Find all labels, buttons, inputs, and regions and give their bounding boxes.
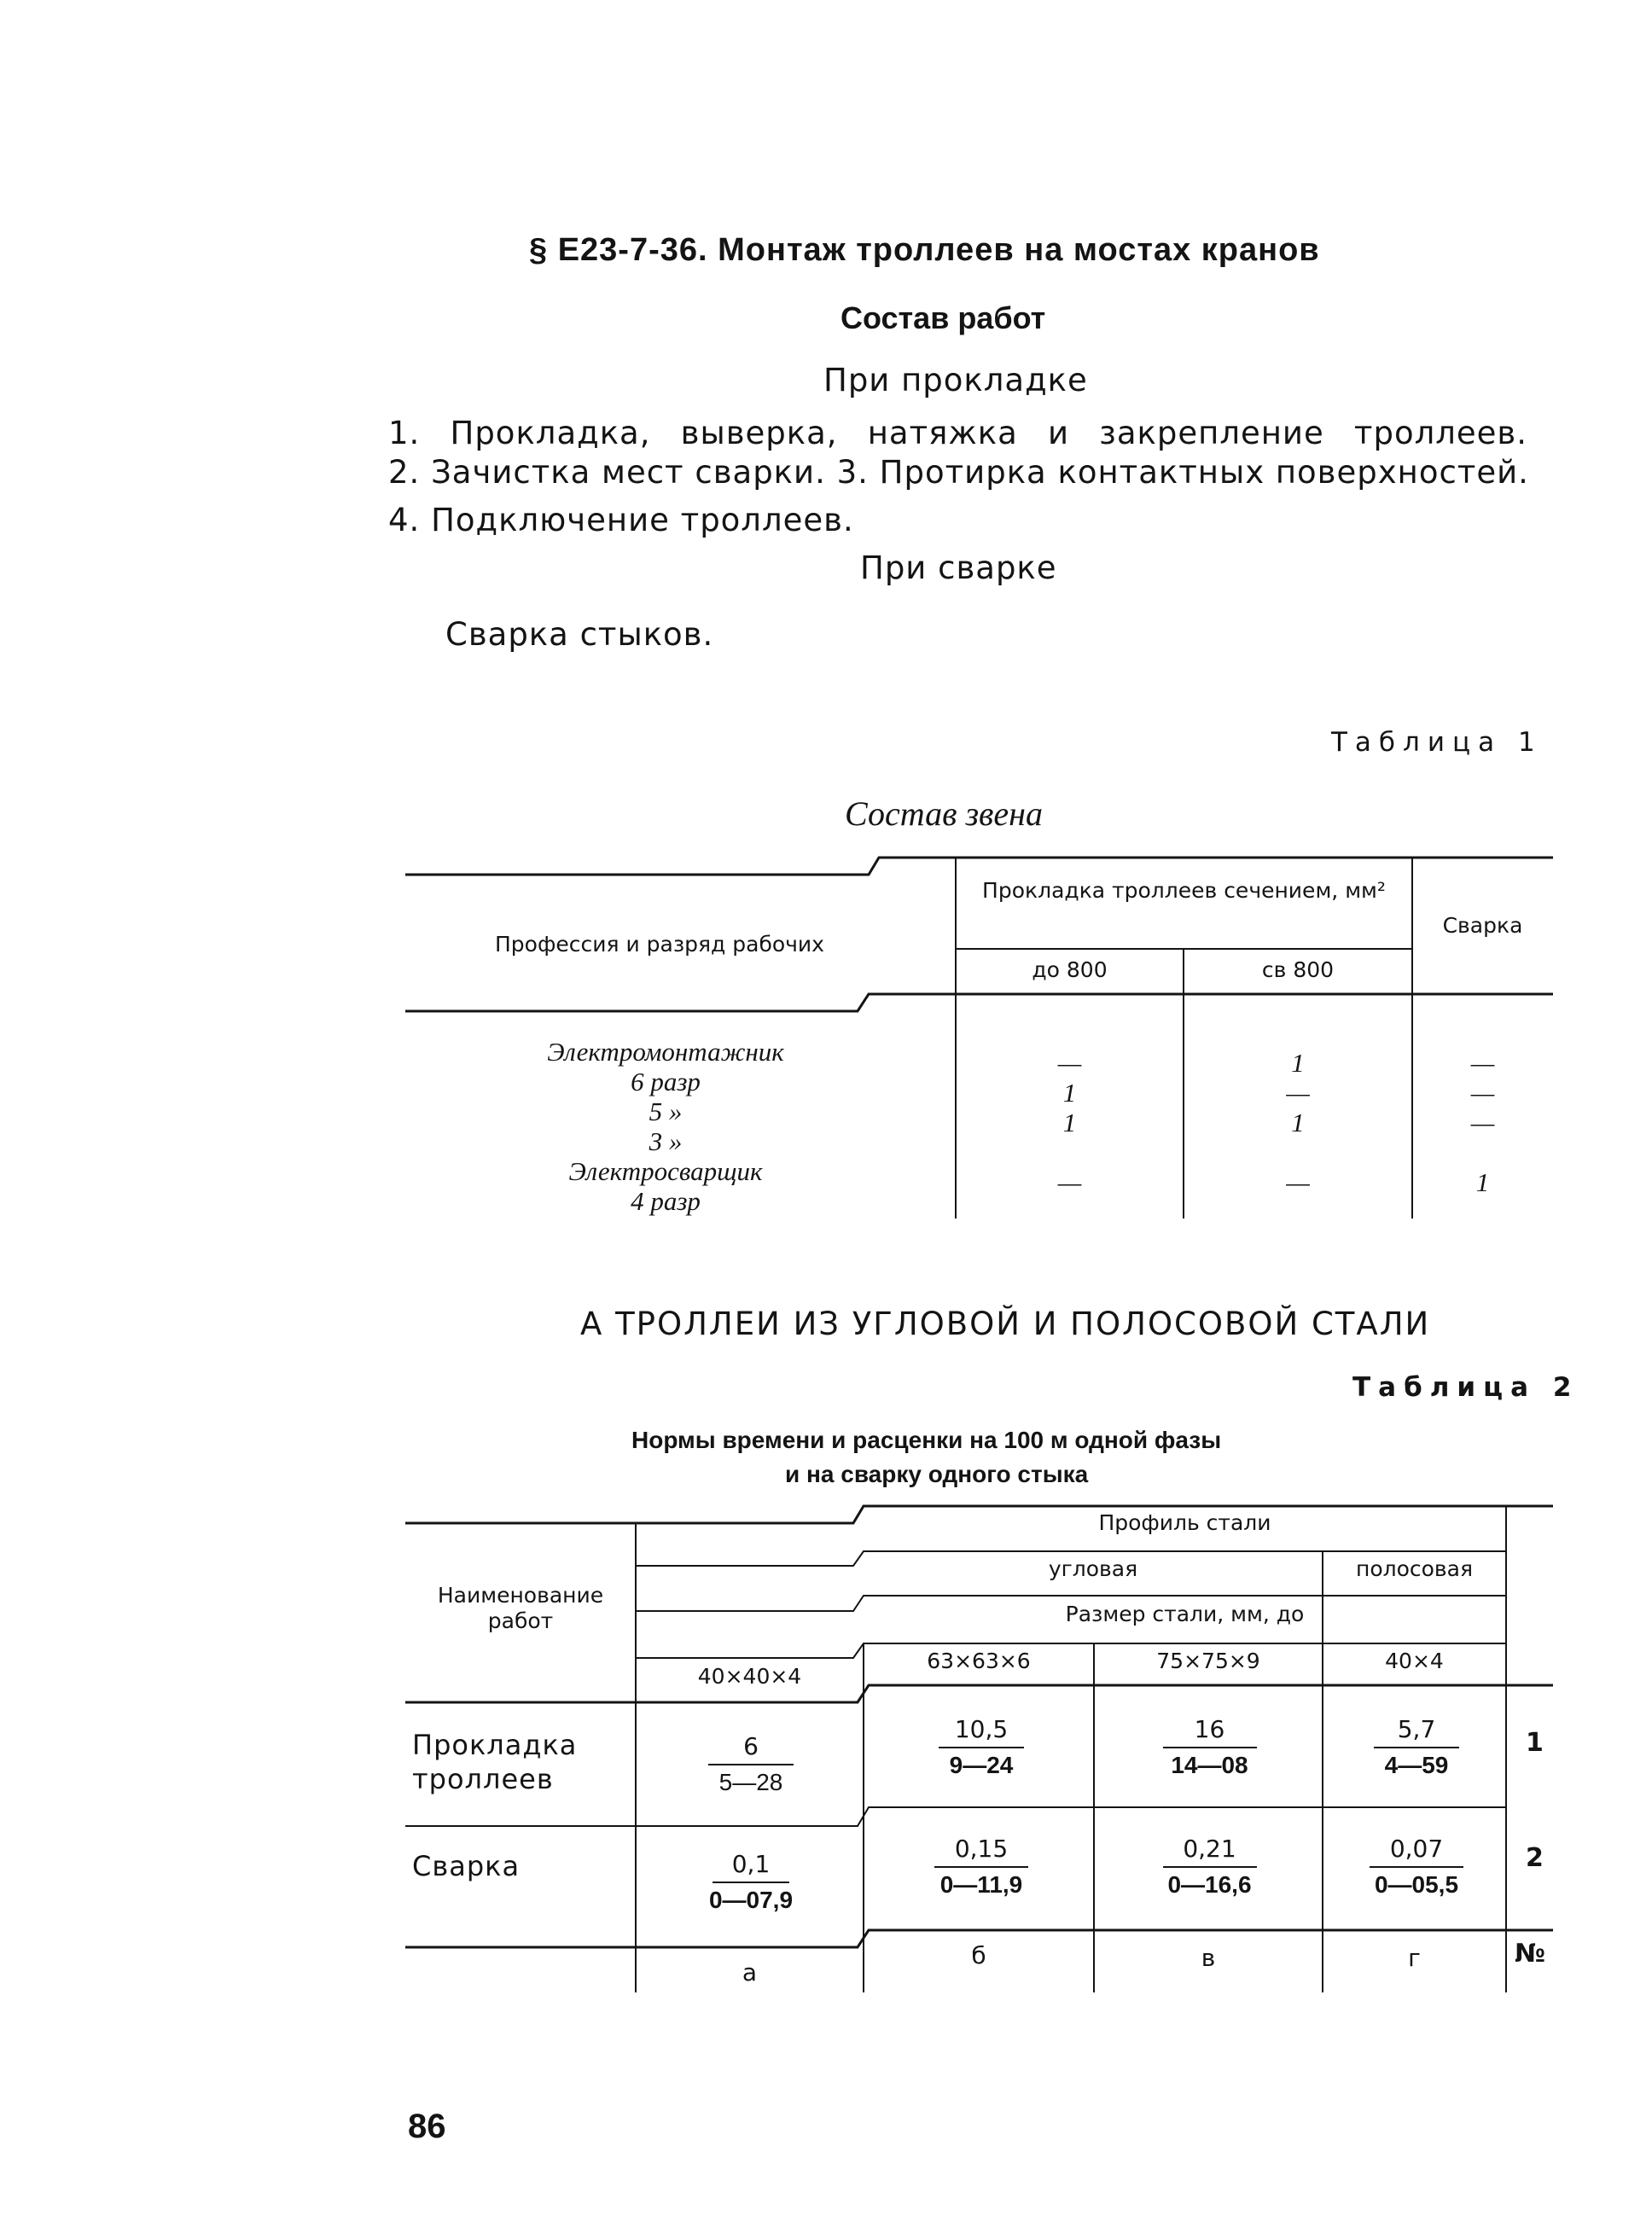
table1-cell: —: [1470, 1048, 1495, 1078]
table2-header-rule: [405, 1685, 1553, 1702]
time-norm: 6: [743, 1732, 759, 1760]
table2-fraction: [1361, 1715, 1472, 1779]
table1-top-rule: [405, 858, 1553, 875]
table2-label: Таблица 2: [1352, 1372, 1579, 1403]
table2-row-name: Прокладка троллеев: [412, 1729, 578, 1795]
welding-text: Сварка стыков.: [445, 616, 714, 653]
table1-cell: 1: [1291, 1048, 1305, 1078]
table2-strip-header: полосовая: [1355, 1556, 1474, 1581]
table1-col-upto-800: до 800: [1032, 957, 1108, 982]
table2-column-letter: г: [1408, 1944, 1421, 1972]
table1-col-over-800: св 800: [1261, 957, 1335, 982]
table2-size-header: Размер стали, мм, до: [1065, 1602, 1305, 1626]
table2-row-rule: [405, 1807, 1506, 1826]
table1-caption: Состав звена: [845, 794, 1044, 833]
table2-caption-line1: Нормы времени и расценки на 100 м одной фазы: [631, 1427, 1222, 1453]
table1-row-name: 4 разр: [631, 1186, 701, 1216]
table1-cell: 1: [1475, 1167, 1490, 1197]
table1-cell: —: [1057, 1048, 1082, 1078]
table1-cell: 1: [1291, 1108, 1305, 1137]
table1-header-rule: [405, 994, 1553, 1011]
table1-row-name: 3 »: [649, 1126, 683, 1156]
table1-col-welding: Сварка: [1442, 913, 1523, 938]
table2-col-name: Наименование работ: [437, 1583, 604, 1633]
table2-size-col: 40×4: [1385, 1649, 1444, 1673]
price: 0—05,5: [1374, 1871, 1459, 1898]
table2-no-label: №: [1515, 1939, 1546, 1969]
time-norm: 0,21: [1183, 1835, 1236, 1863]
table1-cell: —: [1057, 1167, 1082, 1197]
price: 4—59: [1384, 1752, 1449, 1778]
welding-subtitle: При сварке: [860, 550, 1057, 586]
price: 0—11,9: [939, 1871, 1023, 1898]
table2-profile-header: Профиль стали: [1098, 1510, 1271, 1535]
table2-size-col: 40×40×4: [697, 1664, 802, 1689]
table2-fraction: [1357, 1835, 1476, 1899]
page-title: § Е23-7-36. Монтаж троллеев на мостах кранов: [529, 232, 1320, 268]
table1-row-name: Электромонтажник: [547, 1037, 784, 1067]
table2-column-letter: а: [742, 1958, 758, 1986]
table2-fraction: [695, 1732, 806, 1796]
table1-cell: —: [1470, 1108, 1495, 1137]
laying-step-2-3: 2. Зачистка мест сварки. 3. Протирка контактных поверхностей.: [388, 454, 1529, 491]
price: 5—28: [718, 1769, 783, 1795]
table2-angle-header: угловая: [1048, 1556, 1138, 1581]
time-norm: 0,15: [954, 1835, 1009, 1863]
table1-row-name: 6 разр: [631, 1067, 701, 1096]
time-norm: 5,7: [1397, 1715, 1436, 1743]
table2-size-col: 75×75×9: [1156, 1649, 1260, 1673]
time-norm: 10,5: [954, 1715, 1009, 1743]
price: 0—16,6: [1167, 1871, 1252, 1898]
table1-col-laying: Прокладка троллеев сечением, мм²: [982, 878, 1386, 903]
table2-row-number: 1: [1526, 1728, 1544, 1758]
time-norm: 0,1: [731, 1850, 771, 1878]
time-norm: 0,07: [1389, 1835, 1444, 1863]
table2-fraction: [1148, 1835, 1271, 1899]
page-number: 86: [408, 2108, 446, 2145]
table1-col-profession: Профессия и разряд рабочих: [495, 932, 824, 957]
table1-cell: —: [1286, 1078, 1310, 1108]
table2-caption-line2: и на сварку одного стыка: [785, 1461, 1089, 1487]
table2-fraction: [691, 1850, 811, 1914]
work-composition-title: Состав работ: [841, 300, 1046, 335]
table2-size-col: 63×63×6: [927, 1649, 1031, 1673]
table2-fraction: [926, 1715, 1037, 1779]
table2-row-name: Сварка: [412, 1850, 521, 1882]
table2-column-letter: в: [1201, 1944, 1216, 1972]
section-a-title: А ТРОЛЛЕИ ИЗ УГЛОВОЙ И ПОЛОСОВОЙ СТАЛИ: [580, 1306, 1431, 1342]
price: 9—24: [949, 1752, 1014, 1778]
table2-column-letter: б: [971, 1941, 986, 1969]
table1-label: Таблица 1: [1331, 727, 1543, 758]
laying-subtitle: При прокладке: [823, 362, 1088, 398]
price: 14—08: [1171, 1752, 1248, 1778]
table2-fraction: [1152, 1715, 1267, 1779]
table1-cell: —: [1286, 1167, 1310, 1197]
table1-cell: 1: [1062, 1078, 1077, 1108]
laying-step-1: 1. Прокладка, выверка, натяжка и закрепление троллеев.: [388, 415, 1527, 451]
price: 0—07,9: [708, 1887, 794, 1913]
table1-row-name: Электросварщик: [568, 1156, 763, 1186]
time-norm: 16: [1194, 1715, 1225, 1743]
table1-cell: 1: [1062, 1108, 1077, 1137]
table2-row-number: 2: [1526, 1843, 1544, 1873]
laying-step-4: 4. Подключение троллеев.: [388, 502, 854, 538]
table1-row-name: 5 »: [649, 1096, 683, 1126]
table1-cell: —: [1470, 1078, 1495, 1108]
table2-fraction: [922, 1835, 1041, 1899]
